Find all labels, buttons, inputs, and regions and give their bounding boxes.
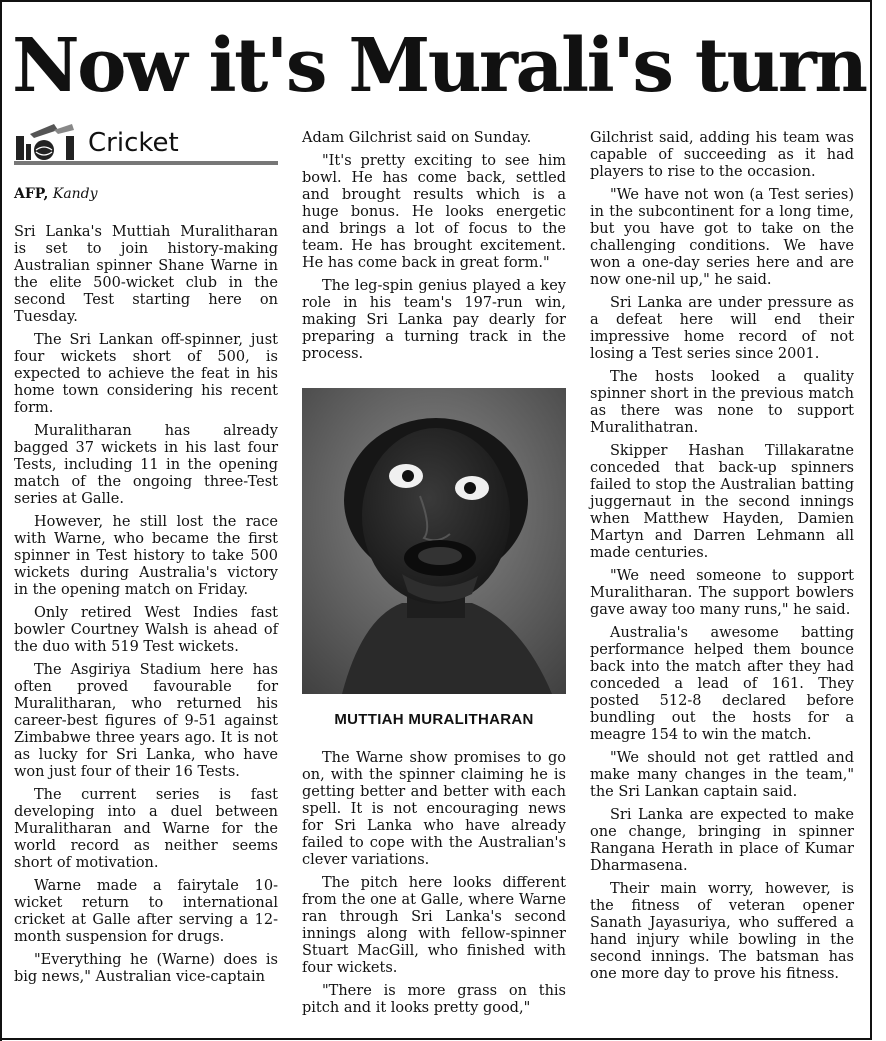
- paragraph: "Everything he (Warne) does is big news," Australian vice-captain: [14, 952, 278, 985]
- paragraph: The Warne show promises to go on, with the spinner claiming he is getting better and better with each spell. It is not encouraging news for Sri Lanka who have already failed to cope with the Australian's clever variations.: [302, 750, 566, 868]
- section-label: Cricket: [88, 128, 179, 158]
- cricketer-face-photo: [302, 388, 566, 694]
- article-column-3: [590, 130, 854, 989]
- section-rule: [14, 161, 278, 165]
- frame-left-rule: [0, 2, 2, 1041]
- paragraph: Gilchrist said, adding his team was capable of succeeding as it had players to rise to the occasion.: [590, 130, 854, 180]
- headline: Now it's Murali's turn: [12, 23, 866, 109]
- paragraph: "It's pretty exciting to see him bowl. He has come back, settled and brought results which is a huge bonus. He looks energetic and brings a lot of focus to the team. He has brought excitement. He has come back in great form.": [302, 153, 566, 271]
- byline: [14, 184, 278, 204]
- paragraph: Sri Lanka are under pressure as a defeat here will end their impressive home record of not losing a Test series since 2001.: [590, 295, 854, 362]
- paragraph: Warne made a fairytale 10-wicket return to international cricket at Galle after serving a 12-month suspension for drugs.: [14, 878, 278, 945]
- paragraph: Skipper Hashan Tillakaratne conceded that back-up spinners failed to stop the Australian batting juggernaut in the second innings when Matthew Hayden, Damien Martyn and Darren Lehmann all made centuries.: [590, 443, 854, 561]
- paragraph: "There is more grass on this pitch and it looks pretty good,": [302, 983, 566, 1016]
- paragraph: The pitch here looks different from the one at Galle, where Warne ran through Sri Lanka's second innings along with fellow-spinner Stuart MacGill, who finished with four wickets.: [302, 875, 566, 976]
- paragraph: "We have not won (a Test series) in the subcontinent for a long time, but you have got to take on the challenging conditions. We have won a one-day series here and are now one-nil up," he said.: [590, 187, 854, 288]
- paragraph: Muralitharan has already bagged 37 wickets in his last four Tests, including 11 in the opening match of the ongoing three-Test series at Galle.: [14, 423, 278, 507]
- paragraph: The hosts looked a quality spinner short in the previous match as there was none to support Muralithatran.: [590, 369, 854, 436]
- byline-agency: AFP,: [14, 186, 49, 202]
- frame-bottom-rule: [0, 1038, 872, 1040]
- paragraph: The Sri Lankan off-spinner, just four wickets short of 500, is expected to achieve the feat in his home town considering his recent form.: [14, 332, 278, 416]
- frame-right-rule: [870, 0, 872, 1040]
- portrait-illustration: [302, 388, 566, 694]
- paragraph: Adam Gilchrist said on Sunday.: [302, 130, 532, 146]
- section-tag: [14, 122, 278, 166]
- paragraph: However, he still lost the race with Warne, who became the first spinner in Test history to take 500 wickets during Australia's victory in the opening match on Friday.: [14, 514, 278, 598]
- paragraph: Their main worry, however, is the fitness of veteran opener Sanath Jayasuriya, who suffered a hand injury while bowling in the second innings. The batsman has one more day to prove his fitness.: [590, 881, 854, 982]
- byline-place: Kandy: [52, 186, 98, 202]
- paragraph: "We need someone to support Muralitharan. The support bowlers gave away too many runs," he said.: [590, 568, 854, 618]
- paragraph: The leg-spin genius played a key role in his team's 197-run win, making Sri Lanka pay dearly for preparing a turning track in the process.: [302, 278, 566, 362]
- article-column-2-top: [302, 130, 566, 369]
- paragraph: Only retired West Indies fast bowler Courtney Walsh is ahead of the duo with 519 Test wickets.: [14, 605, 278, 655]
- paragraph: The current series is fast developing into a duel between Muralitharan and Warne for the world record as neither seems short of motivation.: [14, 787, 278, 871]
- photo-caption: MUTTIAH MURALITHARAN: [334, 711, 534, 728]
- paragraph: "We should not get rattled and make many changes in the team," the Sri Lankan captain said.: [590, 750, 854, 800]
- paragraph: Australia's awesome batting performance helped them bounce back into the match after they had conceded a lead of 161. They posted 512-8 declared before bundling out the hosts for a meagre 154 to win the match.: [590, 625, 854, 743]
- frame-top-rule: [0, 0, 872, 2]
- paragraph: Sri Lanka's Muttiah Muralitharan is set to join history-making Australian spinner Shane Warne in the elite 500-wicket club in the second Test starting here on Tuesday.: [14, 224, 278, 325]
- article-column-1: [14, 224, 278, 992]
- article-column-2-bottom: [302, 750, 566, 1023]
- paragraph: Sri Lanka are expected to make one change, bringing in spinner Rangana Herath in place of Kumar Dharmasena.: [590, 807, 854, 874]
- cricket-bat-ball-icon: [14, 122, 82, 162]
- paragraph: The Asgiriya Stadium here has often proved favourable for Muralitharan, who returned his career-best figures of 9-51 against Zimbabwe three years ago. It is not as lucky for Sri Lanka, who have won just four of their 16 Tests.: [14, 662, 278, 780]
